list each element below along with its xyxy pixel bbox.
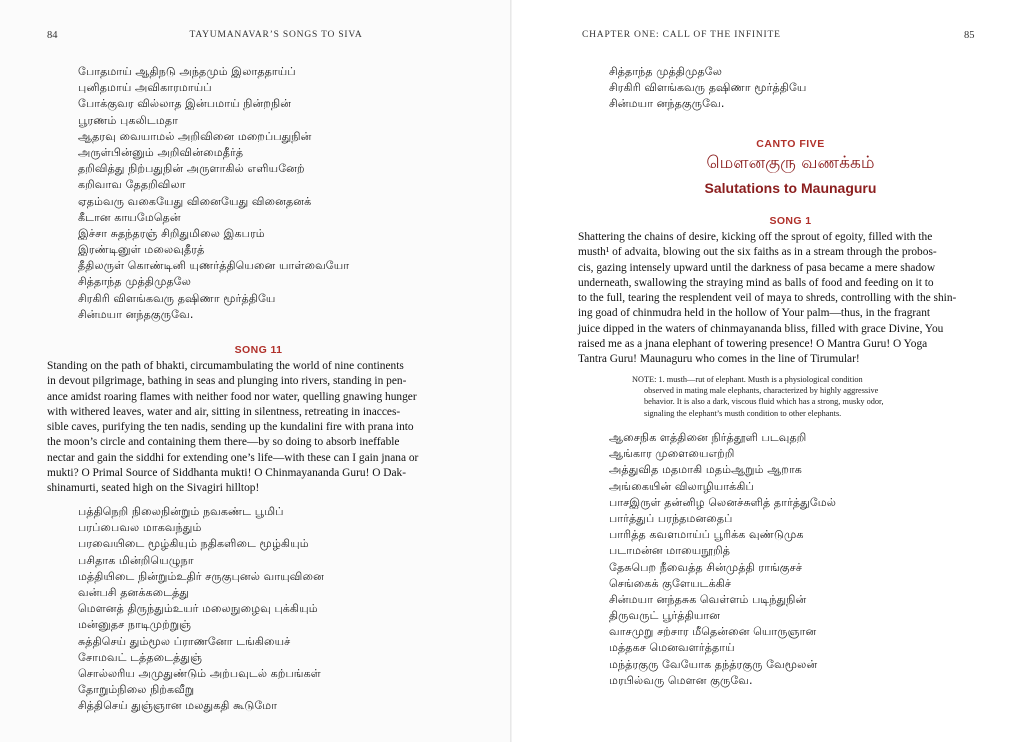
footnote	[632, 374, 972, 419]
song-1-prose	[578, 230, 1003, 368]
verse-line: பாரித்த கவளமாய்ப் பூரிக்க வுண்டுமுக	[609, 528, 804, 542]
verse-line: அருள்பின்னும் அறிவின்மைதீர்த்	[78, 145, 244, 159]
verse-line: சித்தாந்த முத்திமுதலே	[609, 65, 723, 78]
verse-line: படாமன்ன மாயைநூறித்	[609, 544, 731, 558]
verse-line: சுத்திசெய் தும்மூல ப்ராணனோ டங்கியைச்	[78, 634, 291, 648]
right-page-number: 85	[964, 30, 975, 41]
prose-line: mukti? O Primal Source of Siddhanta mukti! O Chinmayananda Guru! O Dak-	[47, 467, 407, 480]
prose-line: in devout pilgrimage, bathing in seas and plunging into rivers, standing in pen-	[47, 375, 407, 388]
prose-line: raised me as a jnana elephant of towering presence! O Mantra Guru! O Yoga	[578, 338, 928, 351]
verse-line: மந்த்ரகுரு வேயோக தந்த்ரகுரு வேமூலன்	[609, 657, 818, 671]
canto-label: CANTO FIVE	[756, 138, 825, 150]
verse-line: பரப்பைவல மாகவந்தும்	[78, 521, 202, 535]
verse-line: தோறும்நிலை நிற்கவீறு	[78, 683, 195, 697]
verse-line: தீதிலருள் கொண்டினி யுணர்த்தியெனை யாள்வையோ	[78, 259, 350, 273]
verse-line: சிரகிரி விளங்கவரு தஷிணா மூர்த்தியே	[78, 291, 276, 305]
prose-line: Tantra Guru! Maunaguru who comes in the line of Tirumular!	[578, 353, 860, 366]
song-11-heading: SONG 11	[234, 344, 283, 356]
verse-line: அங்கையின் விலாழியாக்கிப்	[609, 479, 754, 493]
verse-line: மரபில்வரு மௌன குருவே.	[609, 673, 753, 687]
verse-line: இரண்டினுள் மலைவுதீரத்	[78, 243, 205, 257]
song-1-heading: SONG 1	[769, 215, 812, 227]
verse-line: அத்துவித மதமாகி மதம்ஆறும் ஆறாக	[609, 463, 802, 477]
verse-line: பசிதாக மின்றியெழுநா	[78, 553, 194, 567]
right-running-header: CHAPTER ONE: CALL OF THE INFINITE	[582, 30, 781, 40]
prose-line: cis, gazing intensely upward until the darkness of pasa became a mere shadow	[578, 261, 936, 274]
left-verse-top	[78, 64, 349, 323]
prose-line: juice dipped in the waters of chinmayananda bliss, filled with grace Divine, You	[578, 322, 944, 335]
verse-line: வன்பசி தனக்கடைத்து	[78, 585, 190, 599]
left-verse-bottom	[78, 504, 324, 714]
verse-line: மௌனத் திருந்தும்உயர் மலைநுழைவு புக்கியும்	[78, 602, 318, 616]
footnote-line: NOTE: 1. musth—rut of elephant. Musth is a physiological condition	[632, 375, 863, 384]
left-running-header: TAYUMANAVAR’S SONGS TO SIVA	[189, 30, 363, 40]
verse-line: ஆசைநிக ளத்தினை நிர்த்தூளி படவுதறி	[609, 431, 807, 444]
right-verse-bottom	[609, 430, 836, 689]
verse-line: சிரகிரி விளங்கவரு தஷிணா மூர்த்தியே	[609, 81, 807, 95]
prose-line: shinamurti, seated high on the Sivagiri hilltop!	[47, 482, 260, 495]
verse-line: சித்தாந்த முத்திமுதலே	[78, 275, 192, 289]
verse-line: சின்மயா னந்தகுருவே.	[609, 97, 725, 111]
verse-line: போதமாய் ஆதிநடு அந்தமும் இலாததாய்ப்	[78, 65, 296, 78]
prose-line: nectar and gain the siddhi for extending one’s life—with these can I gain jnana or	[47, 451, 419, 464]
prose-line: Standing on the path of bhakti, circumambulating the world of nine continents	[47, 360, 404, 372]
prose-line: the moon’s circle and containing them there—by so doing to absorb ineffable	[47, 436, 400, 449]
verse-line: ஏதம்வரு வகையேது வினையேது வினைதனக்	[78, 194, 312, 208]
verse-line: சொல்லரிய அமுதுண்டும் அற்பவுடல் கற்பங்கள்	[78, 666, 321, 680]
verse-line: கறிவாவ தேதறிவிலா	[78, 178, 186, 192]
prose-line: underneath, swallowing the straying mind as balls of food and feeding on it to	[578, 276, 934, 289]
verse-line: மன்னுதச நாடிமுற்றுஞ்	[78, 618, 192, 632]
verse-line: புனிதமாய் அவிகாரமாய்ப்	[78, 81, 212, 95]
right-page	[512, 0, 1024, 742]
verse-line: சின்மயா னந்தசுக வெள்ளம் படிந்துநின்	[609, 592, 807, 606]
prose-line: sible caves, purifying the ten nadis, sending up the kundalini fire with prana into	[47, 421, 414, 434]
verse-line: பூரணம் புகலிடமதா	[78, 113, 178, 127]
canto-title-english: Salutations to Maunaguru	[704, 180, 877, 196]
verse-line: தேசுபெற நீவைத்த சின்முத்தி ராங்குசச்	[609, 560, 803, 574]
verse-line: சின்மயா னந்தகுருவே.	[78, 307, 194, 321]
song-11-prose	[47, 359, 470, 497]
prose-line: to the full, tearing the resplendent veil of maya to shreds, controlling with the shin-	[578, 292, 957, 305]
canto-title-tamil: மௌனகுரு வணக்கம்	[706, 153, 875, 173]
verse-line: இச்சா சுதந்தரஞ் சிறிதுமிலை இகபரம்	[78, 226, 265, 240]
verse-line: பத்திநெறி நிலைநின்றும் நவகண்ட பூமிப்	[78, 505, 284, 518]
verse-line: தறிவித்து நிற்பதுநின் அருளாகில் எளியனேற்	[78, 162, 305, 176]
verse-line: வாசமுறு சற்சார மீதென்னை யொருஞான	[609, 625, 817, 639]
prose-line: musth¹ of advaita, blowing out the six faiths as in a stream through the probos-	[578, 246, 937, 259]
verse-line: திருவருட் பூர்த்தியான	[609, 609, 721, 623]
verse-line: பரவையிடை மூழ்கியும் நதிகளிடை மூழ்கியும்	[78, 537, 309, 551]
prose-line: ing goad of chinmudra held in the hollow of Your palm—thus, in the fragrant	[578, 307, 931, 320]
verse-line: கீடான காயமேதென்	[78, 210, 181, 224]
verse-line: பார்த்துப் பரந்தமனதைப்	[609, 511, 733, 525]
verse-line: ஆதரவு வையாமல் அறிவினை மறைப்பதுநின்	[78, 129, 312, 143]
prose-line: ance amidst roaring flames with neither food nor water, quelling gnawing hunger	[47, 390, 417, 403]
left-page-number: 84	[47, 30, 58, 41]
footnote-line: signaling the elephant’s musth condition to other elephants.	[644, 408, 842, 418]
verse-line: பாசஇருள் தன்னிழ லெனச்சுளித் தார்த்துமேல்	[609, 495, 837, 509]
verse-line: மத்தியிடை நின்றும்உதிர் சருகுபுனல் வாயுவினை	[78, 569, 324, 583]
verse-line: போக்குவர வில்லாத இன்பமாய் நின்றநின்	[78, 97, 292, 111]
verse-line: ஆங்கார முளையைஎற்றி	[609, 447, 735, 461]
footnote-line: observed in mating male elephants, characterized by highly aggressive	[644, 386, 879, 396]
verse-line: சோமவட் டத்தடைத்துஞ்	[78, 650, 203, 664]
verse-line: மத்தகச மெனவளர்த்தாய்	[609, 641, 735, 655]
prose-line: with withered leaves, water and air, sitting in silentness, retreating in inacces-	[47, 405, 401, 418]
right-verse-top	[609, 64, 807, 113]
prose-line: Shattering the chains of desire, kicking off the sprout of egoity, filled with the	[578, 231, 933, 243]
footnote-line: behavior. It is also a dark, viscous fluid which has a strong, musky odor,	[644, 397, 884, 407]
verse-line: சித்திசெய் துஞ்ஞான மலதுகதி கூடுமோ	[78, 699, 278, 713]
verse-line: செங்கைக் குளேயடக்கிச்	[609, 576, 732, 590]
